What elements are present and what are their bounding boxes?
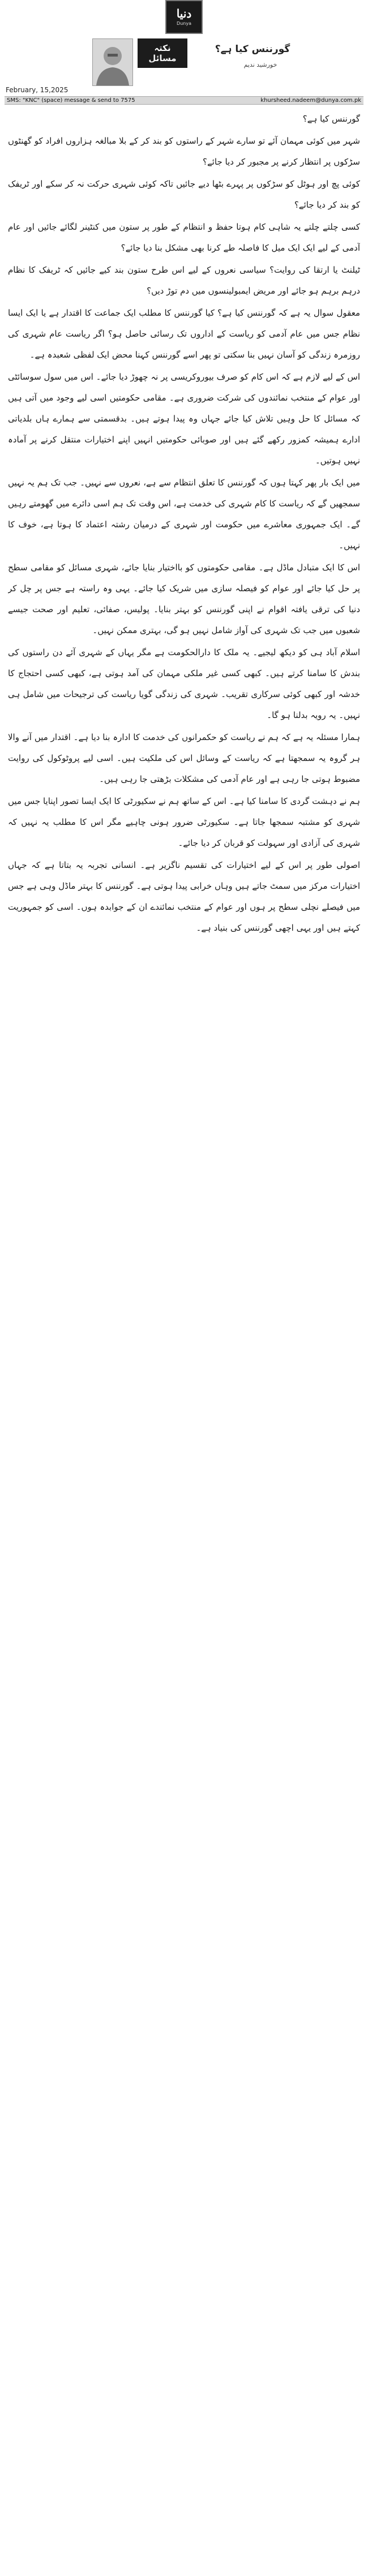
newspaper-logo[interactable] — [165, 0, 203, 34]
paragraph: معقول سوال یہ ہے کہ گورننس کیا ہے؟ کیا گورننس کا مطلب ایک جماعت کا اقتدار ہے یا ایک ایسا نظام جس میں عام آدمی کو ریاست کے اداروں تک رسائی حاصل ہو؟ اگر ریاست عام شہری کی روزمرہ زندگی کو آسان نہیں بنا سکتی تو پھر اسے گورننس کہنا محض ایک لفظی شعبدہ ہے۔ — [8, 308, 360, 360]
paragraph: ہم نے دہشت گردی کا سامنا کیا ہے۔ اس کے ساتھ ہم نے سکیورٹی کا ایک ایسا تصور اپنایا جس میں شہری کو مشتبہ سمجھا جاتا ہے۔ سکیورٹی ضرور ہونی چاہیے مگر اس کا مطلب یہ نہیں کہ شہری کی آزادی اور سہولت کو قربان کر دیا جائے۔ — [8, 796, 360, 848]
paragraph: اس کے لیے لازم ہے کہ اس کام کو صرف بیوروکریسی پر نہ چھوڑ دیا جائے۔ اس میں سول سوسائٹی اور عوام کے منتخب نمائندوں کی شرکت ضروری ہے۔ مقامی حکومتیں اسی لیے وجود میں آتی ہیں کہ مسائل کا حل وہیں تلاش کیا جائے جہاں وہ پیدا ہوتے ہیں۔ بدقسمتی سے ہمارے ہاں بلدیاتی ادارے ہمیشہ کمزور رکھے گئے ہیں اور صوبائی حکومتیں انہیں اپنے اختیارات منتقل کرنے پر آمادہ نہیں ہوتیں۔ — [8, 372, 360, 466]
paragraph: اسلام آباد ہی کو دیکھ لیجیے۔ یہ ملک کا دارالحکومت ہے مگر یہاں کے شہری آئے دن راستوں کی بندش کا سامنا کرتے ہیں۔ کبھی کسی غیر ملکی مہمان کی آمد ہوتی ہے، کبھی کسی احتجاج کا خدشہ اور کبھی کوئی سرکاری تقریب۔ شہری کی زندگی گویا ریاست کی ترجیحات میں شامل ہی نہیں۔ یہ رویہ بدلنا ہو گا۔ — [8, 647, 360, 720]
contact-bar — [5, 96, 363, 105]
column-header — [0, 35, 368, 104]
masthead — [0, 0, 368, 34]
author-photo — [92, 38, 133, 86]
paragraph: گورننس کیا ہے؟ — [302, 114, 360, 124]
column-logo-line2: مسائل — [148, 53, 177, 63]
sms-info: SMS: "KNC" (space) message & send to 7575 — [7, 97, 135, 104]
publish-date: February, 15,2025 — [6, 86, 69, 94]
paragraph: کوئی پچ اور ہوٹل کو سڑکوں پر پہرے بٹھا دیے جائیں تاکہ کوئی شہری حرکت نہ کر سکے اور ٹریفک کو بند کر دیا جائے؟ — [8, 179, 360, 210]
paragraph: اصولی طور پر اس کے لیے اختیارات کی تقسیم ناگزیر ہے۔ انسانی تجربہ یہ بتاتا ہے کہ جہاں اختیارات مرکز میں سمٹ جاتے ہیں وہاں خرابی پیدا ہوتی ہے۔ گورننس کا بہتر ماڈل وہی ہے جس میں فیصلے نچلی سطح پر ہوں اور عوام کے منتخب نمائندے ان کے جوابدہ ہوں۔ اسی کو جمہوریت کہتے ہیں اور یہی اچھی گورننس کی بنیاد ہے۔ — [8, 860, 360, 933]
paragraph: شہر میں کوئی مہمان آئے تو سارے شہر کے راستوں کو بند کر کے بلا مبالغہ ہزاروں افراد کو گھنٹوں سڑکوں پر انتظار کرنے پر مجبور کر دیا جائے؟ — [8, 136, 360, 167]
article-body — [8, 109, 360, 2564]
paragraph: اس کا ایک متبادل ماڈل ہے۔ مقامی حکومتوں کو بااختیار بنایا جائے، شہری مسائل کو مقامی سطح پر حل کیا جائے اور عوام کو فیصلہ سازی میں شریک کیا جائے۔ یہی وہ راستہ ہے جس پر چل کر دنیا کی ترقی یافتہ اقوام نے اپنی گورننس کو بہتر بنایا۔ پولیس، صفائی، تعلیم اور صحت جیسے شعبوں میں جب تک شہری کی آواز شامل نہیں ہو گی، بہتری ممکن نہیں۔ — [8, 562, 360, 635]
paragraph: میں ایک بار پھر کہتا ہوں کہ گورننس کا تعلق انتظام سے ہے، نعروں سے نہیں۔ جب تک ہم یہ نہیں سمجھیں گے کہ ریاست کا کام شہری کی خدمت ہے، اس وقت تک ہم اسی دائرے میں گھومتے رہیں گے۔ ایک جمہوری معاشرے میں حکومت اور شہری کے درمیان رشتہ اعتماد کا ہوتا ہے، خوف کا نہیں۔ — [8, 478, 360, 551]
paragraph: ٹیلنٹ یا ارتقا کی روایت؟ سیاسی نعروں کے لیے اس طرح ستون بند کیے جائیں کہ ٹریفک کا نظام درہم برہم ہو جائے اور مریض ایمبولینسوں میں دم توڑ دیں؟ — [8, 265, 360, 296]
author-portrait-icon — [93, 39, 132, 85]
logo-subtitle: Dunya — [177, 21, 191, 26]
paragraph: ہمارا مسئلہ یہ ہے کہ ہم نے ریاست کو حکمرانوں کی خدمت کا ادارہ بنا دیا ہے۔ اقتدار میں آنے والا ہر گروہ یہ سمجھتا ہے کہ ریاست کے وسائل اس کی ملکیت ہیں۔ اسی لیے پروٹوکول کی روایت مضبوط ہوتی جا رہی ہے اور عام آدمی کی مشکلات بڑھتی جا رہی ہیں۔ — [8, 732, 360, 784]
article-title: گورننس کیا ہے؟ — [215, 44, 290, 55]
column-logo — [138, 38, 187, 68]
paragraph: کسی چلتے چلتے یہ شاہی کام ہوتا حفظ و انتظام کے طور پر ستون میں کنٹینر لگائے جائیں اور عام آدمی کے لیے ایک ایک میل کا فاصلہ طے کرنا بھی مشکل بنا دیا جائے؟ — [8, 222, 360, 253]
email-link[interactable]: khursheed.nadeem@dunya.com.pk — [260, 97, 361, 104]
logo-text: دنیا — [176, 7, 192, 20]
author-name: خورشید ندیم — [243, 61, 277, 68]
column-logo-line1: نکتہ — [154, 43, 171, 53]
